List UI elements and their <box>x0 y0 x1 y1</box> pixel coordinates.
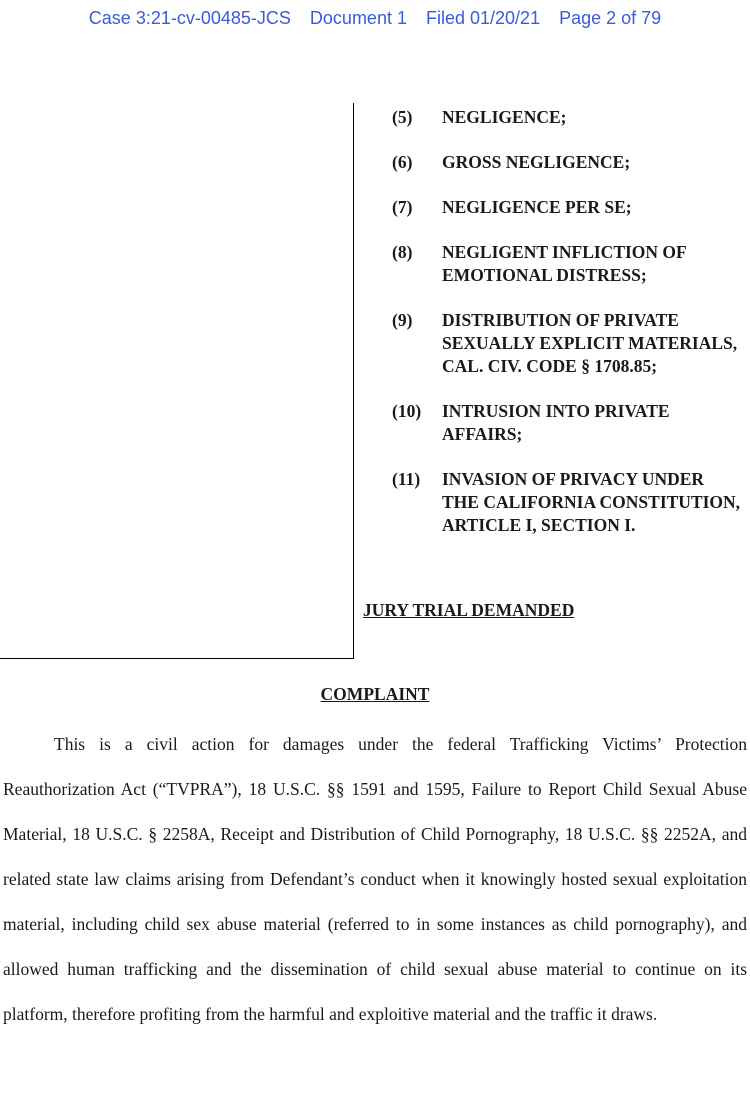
count-item <box>392 196 744 219</box>
count-item <box>392 468 744 537</box>
count-number: (8) <box>392 242 413 262</box>
count-title: NEGLIGENT INFLICTION OF EMOTIONAL DISTRESS; <box>442 242 687 285</box>
complaint-paragraph: This is a civil action for damages under the federal Trafficking Victims’ Protection Reauthorization Act (“TVPRA”), 18 U.S.C. §§ 1591 and 1595, Failure to Report Child Sexual Abuse Material, 18 U.S.C. § 2258A, Receipt and Distribution of Child Pornography, 18 U.S.C. §§ 2252A, and related state law claims arising from Defendant’s conduct when it knowingly hosted sexual exploitation material, including child sex abuse material (referred to in some instances as child pornography), and allowed human trafficking and the dissemination of child sexual abuse material to continue on its platform, therefore profiting from the harmful and exploitive material and the traffic it draws. <box>3 734 747 1024</box>
count-item <box>392 106 744 129</box>
count-number: (5) <box>392 107 413 127</box>
case-number: Case 3:21-cv-00485-JCS <box>88 8 291 28</box>
count-number: (11) <box>392 469 421 489</box>
count-title: INVASION OF PRIVACY UNDER THE CALIFORNIA CONSTITUTION, ARTICLE I, SECTION I. <box>442 469 741 535</box>
document-number: Document 1 <box>309 8 407 28</box>
page-header <box>0 8 750 29</box>
count-title: NEGLIGENCE PER SE; <box>442 197 632 217</box>
count-item <box>392 241 744 287</box>
count-number: (6) <box>392 152 413 172</box>
filed-date: Filed 01/20/21 <box>426 8 541 28</box>
count-item <box>392 151 744 174</box>
count-number: (7) <box>392 197 413 217</box>
count-title: GROSS NEGLIGENCE; <box>442 152 631 172</box>
causes-of-action-list <box>392 106 744 559</box>
count-number: (10) <box>392 401 422 421</box>
page-number: Page 2 of 79 <box>559 8 662 28</box>
count-item <box>392 309 744 378</box>
count-item <box>392 400 744 446</box>
count-title: NEGLIGENCE; <box>442 107 567 127</box>
count-title: INTRUSION INTO PRIVATE AFFAIRS; <box>442 401 670 444</box>
caption-box <box>0 103 354 659</box>
complaint-heading: COMPLAINT <box>320 684 430 704</box>
count-title: DISTRIBUTION OF PRIVATE SEXUALLY EXPLICIT MATERIALS, CAL. CIV. CODE § 1708.85; <box>442 310 738 376</box>
count-number: (9) <box>392 310 413 330</box>
jury-trial-demand: JURY TRIAL DEMANDED <box>363 600 575 620</box>
